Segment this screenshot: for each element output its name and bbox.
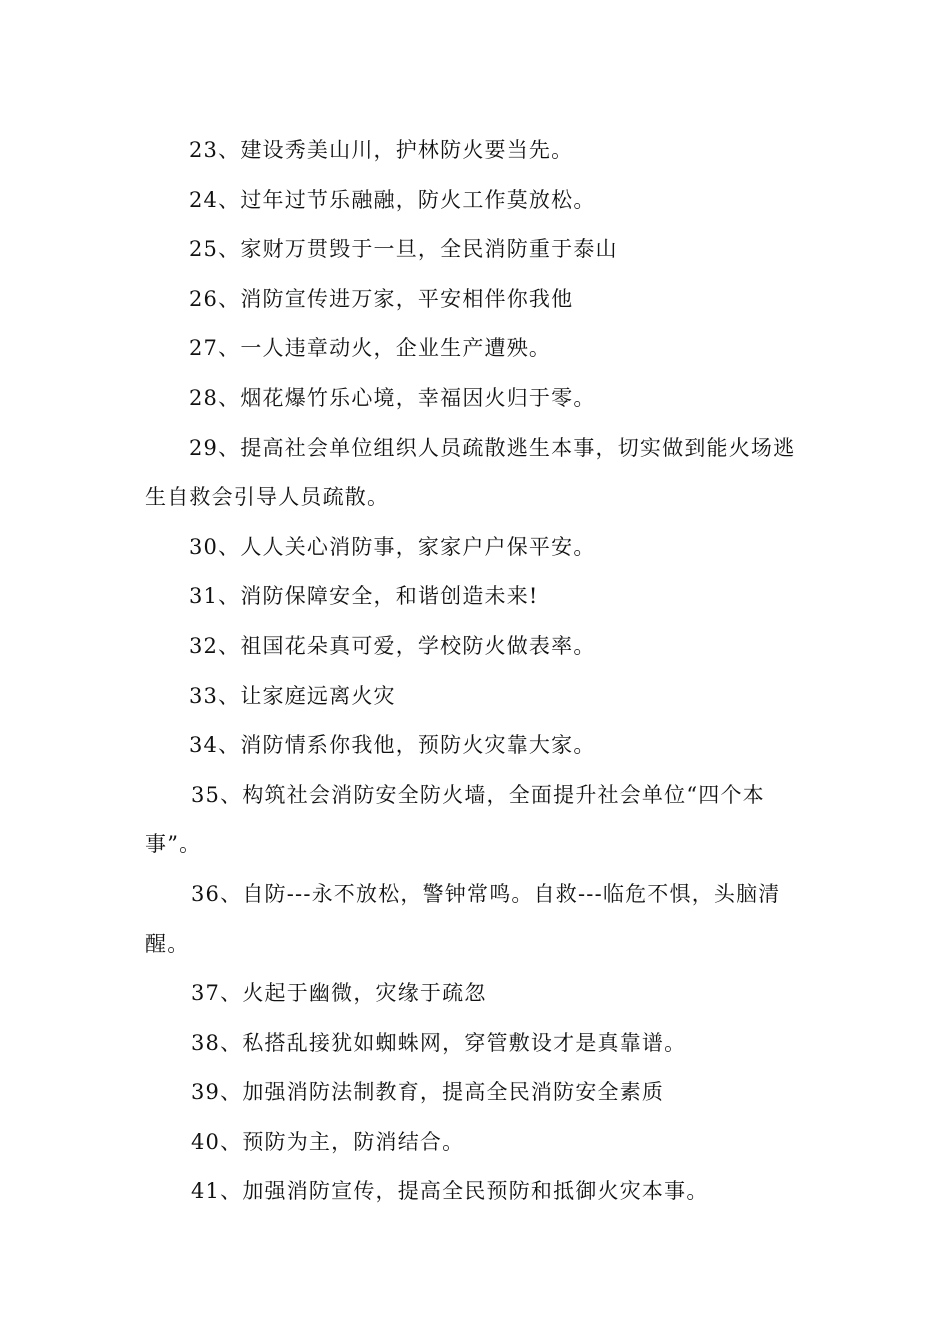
slogan-item: 33、让家庭远离火灾 — [189, 683, 396, 708]
slogan-item: 28、烟花爆竹乐心境，幸福因火归于零。 — [189, 385, 596, 410]
slogan-list — [145, 126, 810, 1217]
slogan-item: 35、构筑社会消防安全防火墙，全面提升社会单位“四个本事”。 — [145, 782, 765, 857]
slogan-item: 30、人人关心消防事，家家户户保平安。 — [189, 534, 596, 559]
slogan-item: 36、自防---永不放松，警钟常鸣。自救---临危不惧，头脑清醒。 — [145, 881, 781, 956]
slogan-item: 26、消防宣传进万家，平安相伴你我他 — [189, 286, 574, 311]
slogan-item: 40、预防为主，防消结合。 — [191, 1129, 465, 1154]
slogan-item: 39、加强消防法制教育，提高全民消防安全素质 — [191, 1080, 665, 1105]
slogan-item: 32、祖国花朵真可爱，学校防火做表率。 — [189, 633, 596, 658]
slogan-item: 27、一人违章动火，企业生产遭殃。 — [189, 336, 552, 361]
slogan-item: 31、消防保障安全，和谐创造未来! — [189, 584, 539, 609]
slogan-item: 34、消防情系你我他，预防火灾靠大家。 — [189, 733, 596, 758]
slogan-item: 37、火起于幽微，灾缘于疏忽 — [191, 981, 487, 1006]
slogan-item: 25、家财万贯毁于一旦，全民消防重于泰山 — [189, 237, 618, 262]
slogan-item: 24、过年过节乐融融，防火工作莫放松。 — [189, 187, 596, 212]
slogan-item: 23、建设秀美山川，护林防火要当先。 — [189, 138, 574, 162]
slogan-item: 41、加强消防宣传，提高全民预防和抵御火灾本事。 — [191, 1179, 709, 1204]
slogan-item: 38、私搭乱接犹如蜘蛛网，穿管敷设才是真靠谱。 — [191, 1030, 687, 1055]
slogan-item: 29、提高社会单位组织人员疏散逃生本事，切实做到能火场逃生自救会引导人员疏散。 — [145, 435, 796, 510]
